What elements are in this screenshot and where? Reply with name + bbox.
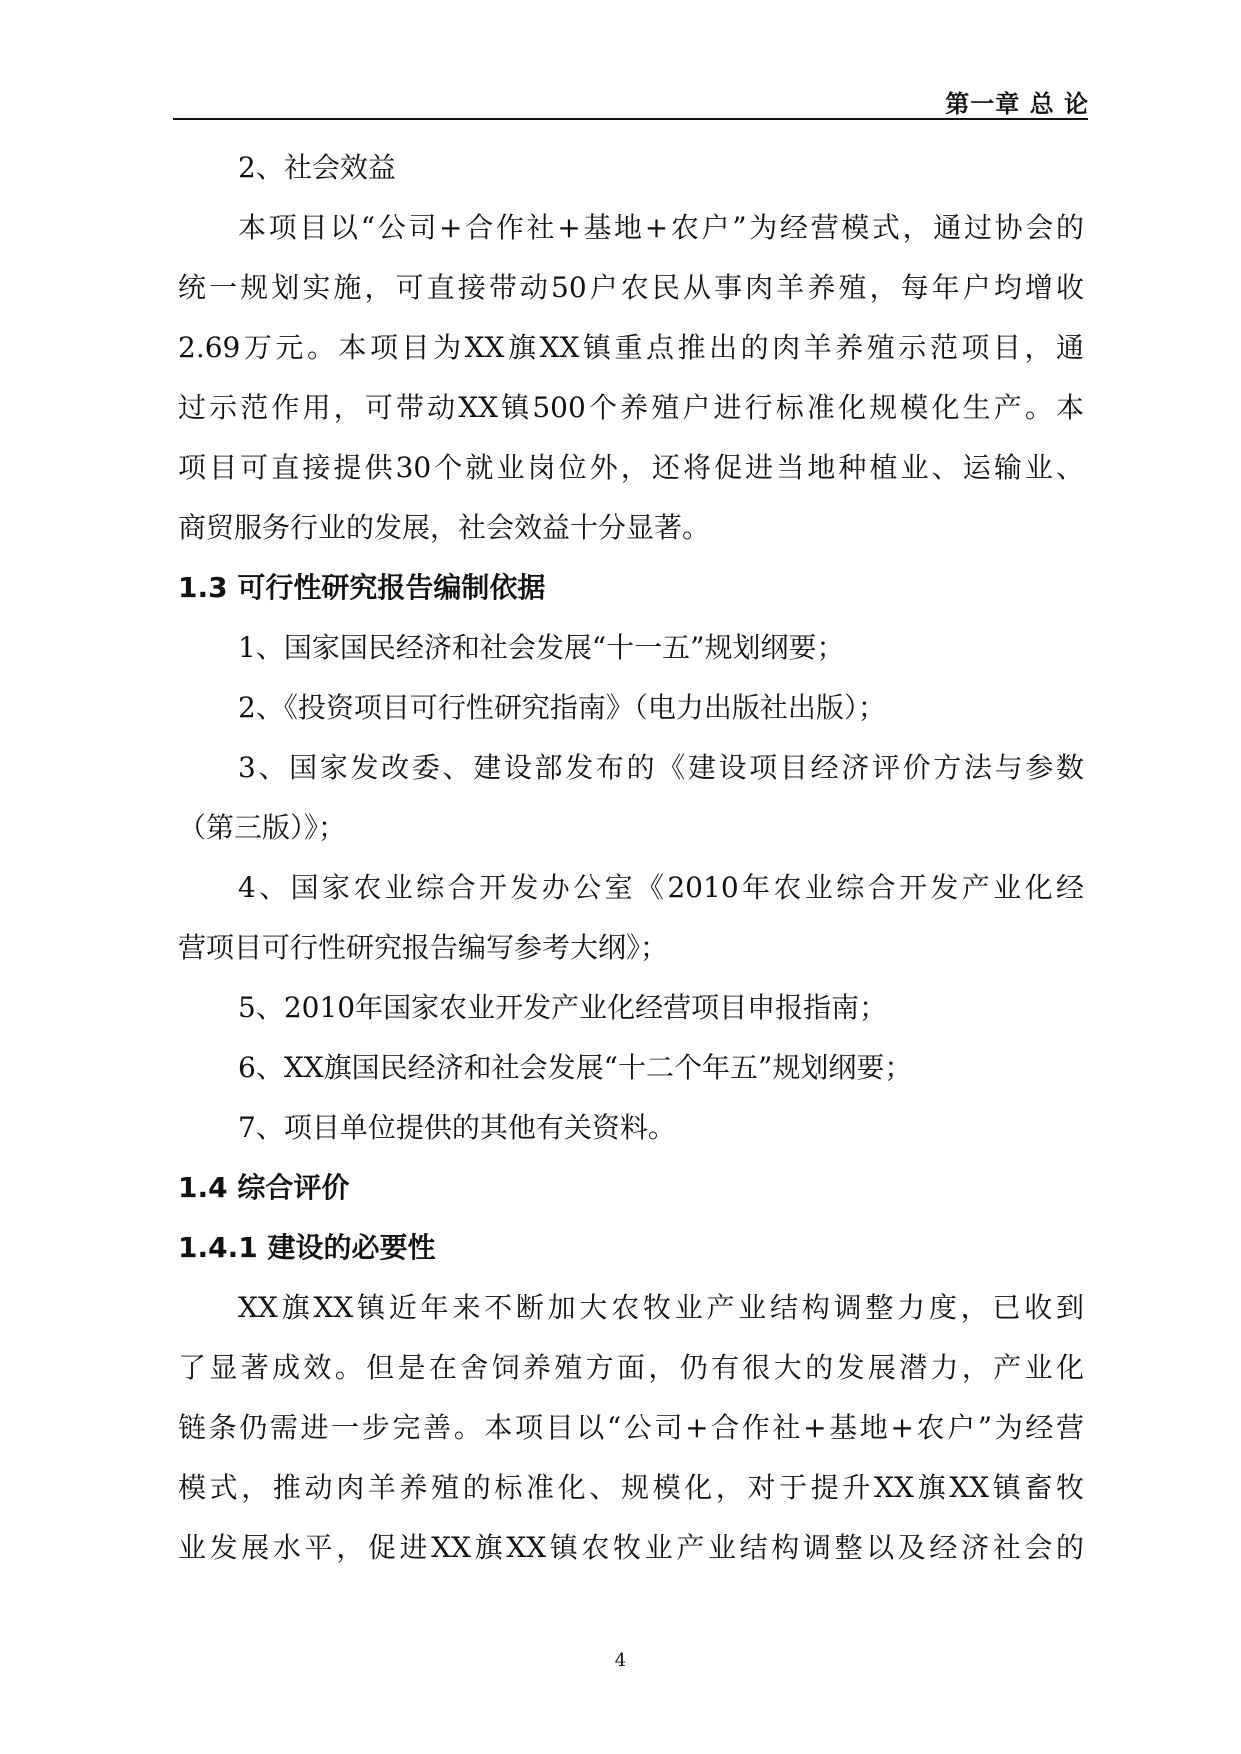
section-heading: 1.3 可行性研究报告编制依据 <box>178 571 546 604</box>
text-line: 3、国家发改委、建设部发布的《建设项目经济评价方法与参数 <box>238 751 1084 784</box>
text-line: 了显著成效。但是在舍饲养殖方面，仍有很大的发展潜力，产业化 <box>178 1351 1084 1384</box>
text-line: 2.69万元。本项目为XX旗XX镇重点推出的肉羊养殖示范项目，通 <box>178 331 1084 364</box>
text-line: 7、项目单位提供的其他有关资料。 <box>238 1111 676 1144</box>
text-line: 1、国家国民经济和社会发展“十一五”规划纲要； <box>238 631 845 664</box>
section-heading: 1.4.1 建设的必要性 <box>178 1231 436 1264</box>
text-line: 链条仍需进一步完善。本项目以“公司+合作社+基地+农户”为经营 <box>178 1411 1084 1444</box>
text-line: 统一规划实施，可直接带动50户农民从事肉羊养殖，每年户均增收 <box>178 271 1084 304</box>
text-line: 项目可直接提供30个就业岗位外，还将促进当地种植业、运输业、 <box>178 451 1084 484</box>
text-line: XX旗XX镇近年来不断加大农牧业产业结构调整力度，已收到 <box>238 1291 1084 1324</box>
text-line: 2、《投资项目可行性研究指南》（电力出版社出版）； <box>238 691 886 724</box>
text-line: 6、XX旗国民经济和社会发展“十二个年五”规划纲要； <box>238 1051 913 1084</box>
text-line: 过示范作用，可带动XX镇500个养殖户进行标准化规模化生产。本 <box>178 391 1084 424</box>
text-line: 5、2010年国家农业开发产业化经营项目申报指南； <box>238 991 888 1024</box>
body-text <box>178 138 1084 1578</box>
page-number: 4 <box>614 1650 627 1671</box>
text-line: （第三版）》； <box>178 811 347 844</box>
text-line: 2、社会效益 <box>238 151 396 184</box>
text-line: 商贸服务行业的发展，社会效益十分显著。 <box>178 511 711 544</box>
section-heading: 1.4 综合评价 <box>178 1171 350 1204</box>
chapter-header: 第一章 总 论 <box>945 90 1089 118</box>
text-line: 本项目以“公司+合作社+基地+农户”为经营模式，通过协会的 <box>238 211 1084 244</box>
text-line: 业发展水平，促进XX旗XX镇农牧业产业结构调整以及经济社会的 <box>178 1531 1084 1564</box>
header-rule <box>173 118 1088 120</box>
text-line: 营项目可行性研究报告编写参考大纲》； <box>178 931 669 964</box>
text-line: 4、国家农业综合开发办公室《2010年农业综合开发产业化经 <box>238 871 1084 904</box>
text-line: 模式，推动肉羊养殖的标准化、规模化，对于提升XX旗XX镇畜牧 <box>178 1471 1084 1504</box>
